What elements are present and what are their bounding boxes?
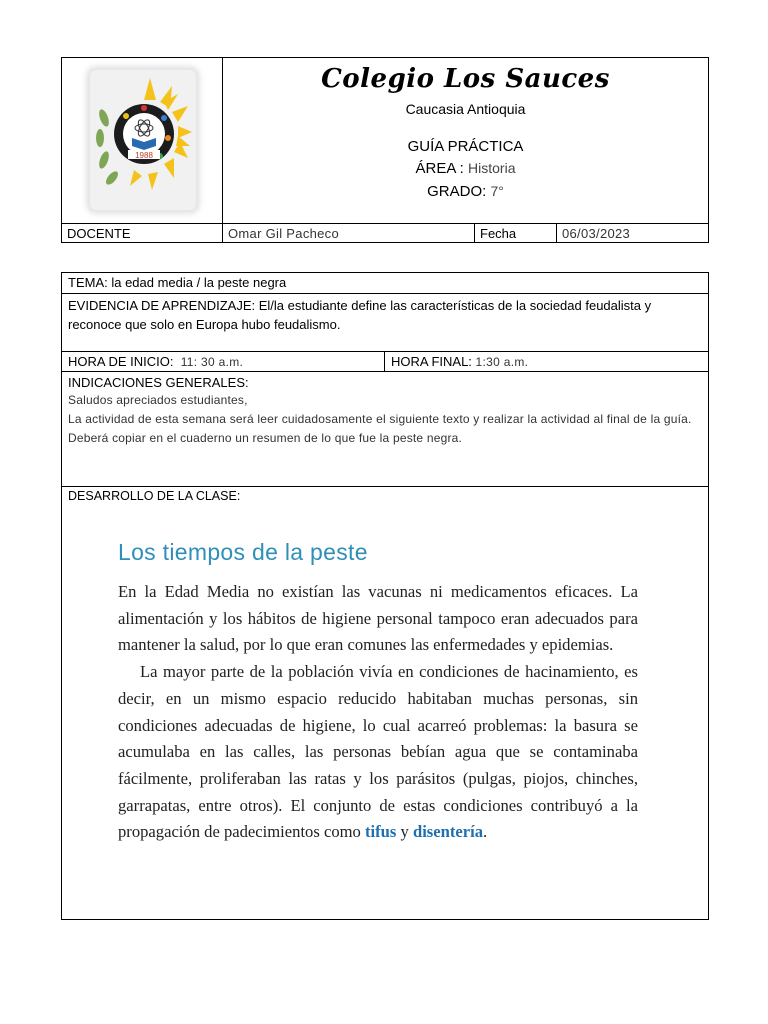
guide-title: GUÍA PRÁCTICA	[407, 138, 524, 155]
indication-line: La actividad de esta semana será leer cuidadosamente el siguiente texto y realizar la actividad al final de la guía.	[68, 412, 692, 426]
grade-label: GRADO:	[427, 183, 487, 200]
development-row	[62, 487, 708, 919]
keyword-tifus: tifus	[365, 822, 397, 842]
indication-line: Deberá copiar en el cuaderno un resumen de lo que fue la peste negra.	[68, 431, 463, 445]
indications-title: INDICACIONES GENERALES:	[68, 375, 249, 390]
teacher-value: Omar Gil Pacheco	[223, 224, 475, 243]
reading-end-punct: .	[483, 822, 488, 842]
area-label: ÁREA :	[415, 160, 464, 177]
reading-connector: y	[400, 822, 409, 842]
school-city: Caucasia Antioquia	[405, 101, 526, 117]
start-time-value: 11: 30 a.m.	[180, 355, 244, 369]
reading-title: Los tiempos de la peste	[118, 539, 368, 565]
school-logo	[90, 70, 196, 210]
evidence-row: EVIDENCIA DE APRENDIZAJE: El/la estudiante define las características de la sociedad feudalista y reconoce que solo en Europa hubo feudalismo.	[62, 294, 708, 352]
school-name: Colegio Los Sauces	[321, 64, 610, 94]
logo-cell	[62, 58, 223, 223]
start-time-cell	[62, 352, 385, 371]
grade-value: 7°	[490, 183, 504, 199]
development-title: DESARROLLO DE LA CLASE:	[68, 489, 241, 503]
keyword-disenteria: disentería	[412, 822, 484, 842]
area-line	[223, 160, 708, 177]
topic-row: TEMA: la edad media / la peste negra	[62, 273, 708, 294]
start-time-label: HORA DE INICIO:	[68, 354, 174, 369]
class-table	[61, 272, 709, 920]
reading-paragraph: En la Edad Media no existían las vacunas ni medicamentos eficaces. La alimentación y los hábitos de higiene personal tampoco eran adecuados para mantener la salud, por lo que eran comunes las enfermedades y epidemias.	[118, 582, 638, 655]
reading-paragraph-text: La mayor parte de la población vivía en condiciones de hacinamiento, es decir, en un mismo espacio reducido habitaban muchas personas, sin condiciones adecuadas de higiene, lo cual acarreó problemas: la basura se acumulaba en las calles, las personas bebían agua que se contaminaba fácilmente, proliferaban las ratas y los parásitos (pulgas, piojos, chinches, garrapatas, entre otros). El conjunto de estas condiciones contribuyó a la propagación de padecimientos como	[118, 662, 638, 842]
teacher-label: DOCENTE	[62, 224, 223, 243]
school-info-cell	[223, 58, 708, 223]
area-value: Historia	[468, 160, 516, 176]
reading-text	[118, 579, 638, 846]
indication-line: Saludos apreciados estudiantes,	[68, 393, 248, 407]
teacher-row	[62, 223, 708, 242]
school-crest-sun-icon	[90, 70, 196, 210]
end-time-label: HORA FINAL:	[391, 354, 472, 369]
header-table	[61, 57, 709, 243]
date-label: Fecha	[475, 224, 557, 243]
reading-paragraph	[118, 659, 638, 846]
date-value: 06/03/2023	[562, 226, 631, 241]
grade-line	[223, 183, 708, 200]
times-row	[62, 352, 708, 372]
indications-row	[62, 372, 708, 487]
svg-text:1988: 1988	[135, 151, 153, 160]
end-time-value: 1:30 a.m.	[475, 355, 529, 369]
end-time-cell	[385, 352, 708, 371]
